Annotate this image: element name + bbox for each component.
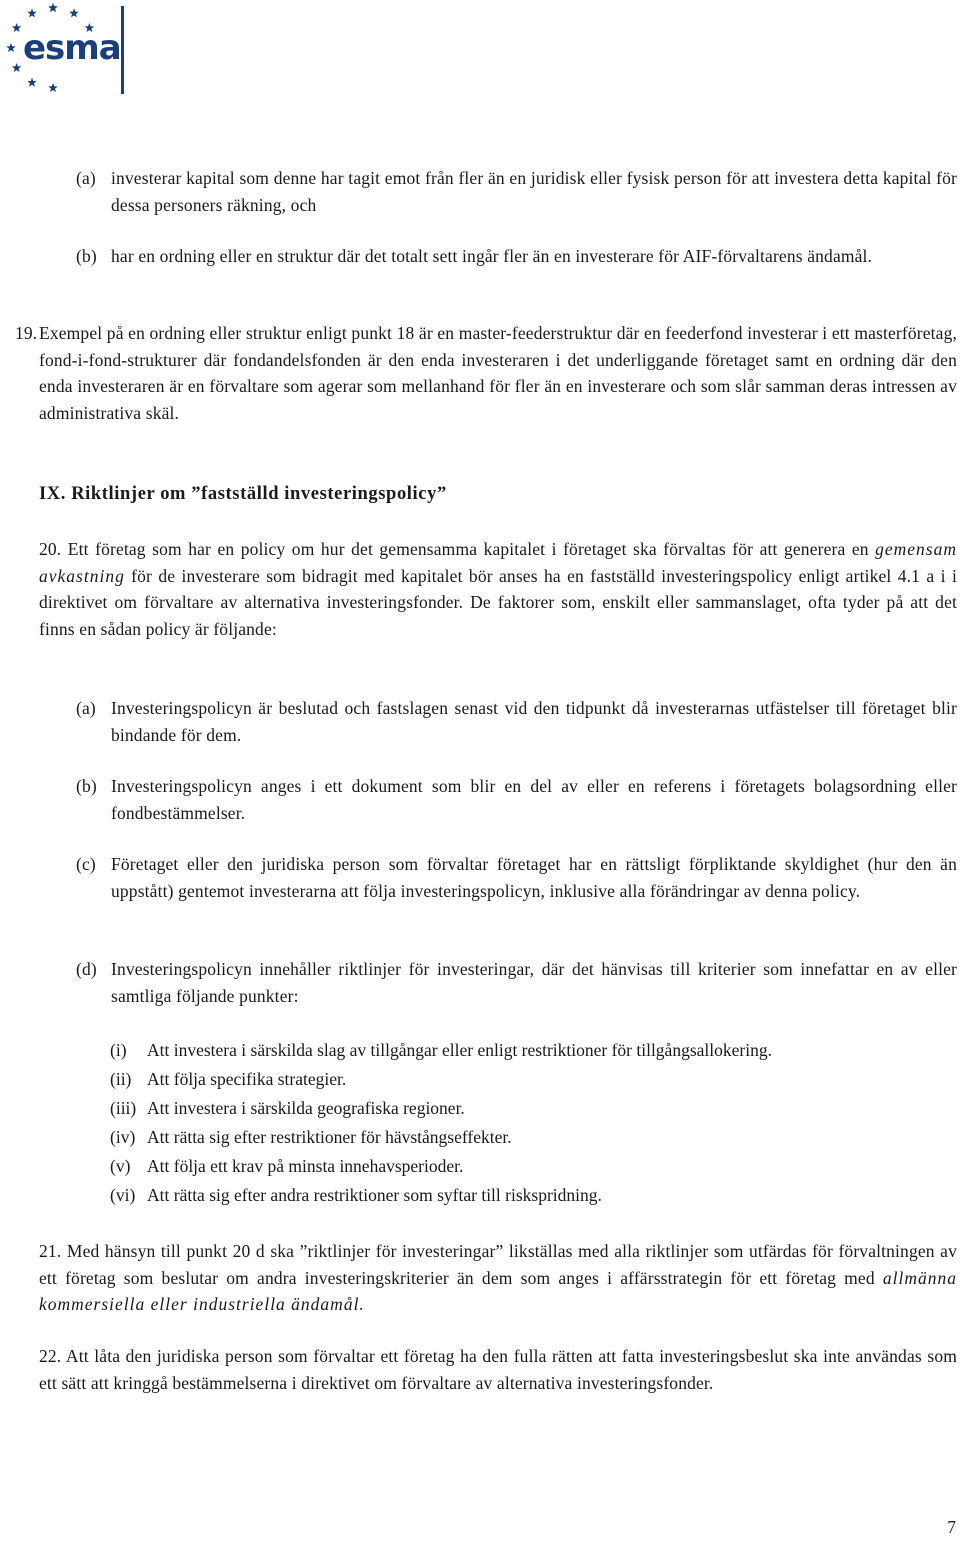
factor-c-label: (c) (76, 854, 96, 874)
factor-a-text: Investeringspolicyn är beslutad och fastslagen senast vid den tidpunkt då investerarnas utfästelser till företaget blir bindande för dem. (111, 698, 957, 745)
subpoint-text: Att rätta sig efter andra restriktioner som syftar till riskspridning. (147, 1185, 602, 1206)
page-number: 7 (947, 1517, 956, 1537)
subpoint-text: Att följa ett krav på minsta innehavsperioder. (147, 1156, 464, 1177)
star-icon (12, 63, 22, 72)
item-a-label: (a) (76, 168, 96, 188)
paragraph-20-text-after: för de investerare som bidragit med kapitalet bör anses ha en fastställd investeringspolicy enligt artikel 4.1 a i i direktivet om förvaltare av alternativa investeringsfonder. De faktorer som, enskilt eller sammanslaget, ofta tyder på att det finns en sådan policy är följande: (39, 565, 957, 639)
star-icon (69, 8, 79, 17)
list-item (110, 1094, 772, 1123)
item-a-text: investerar kapital som denne har tagit emot från fler än en juridisk eller fysisk person för att investera detta kapital för dessa personers räkning, och (111, 168, 957, 215)
paragraph-20-text-before: Ett företag som har en policy om hur det gemensamma kapitalet i företaget ska förvaltas för att generera en (67, 539, 876, 559)
item-b-label: (b) (76, 246, 97, 266)
factor-a-label: (a) (76, 698, 96, 718)
factor-d-label: (d) (76, 959, 97, 979)
logo-divider (121, 6, 124, 94)
star-icon (48, 3, 58, 12)
list-item (110, 1123, 772, 1152)
paragraph-21 (39, 1238, 957, 1318)
paragraph-21-text: Med hänsyn till punkt 20 d ska ”riktlinjer för investeringar” likställas med alla riktlinjer som utfärdas för förvaltningen av ett företag som beslutar om andra investeringskriterier än dem som anges i affärsstrategin för ett företag med (39, 1241, 958, 1288)
star-icon (27, 78, 37, 87)
subpoint-label: (ii) (110, 1069, 132, 1090)
section-heading: IX. Riktlinjer om ”fastställd investeringspolicy” (39, 484, 447, 504)
subpoint-text: Att investera i särskilda geografiska regioner. (147, 1098, 465, 1119)
star-icon (6, 43, 16, 52)
star-icon (12, 23, 22, 32)
factor-c-text: Företaget eller den juridiska person som förvaltar företaget har en rättsligt förpliktande skyldighet (hur den än uppstått) gentemot investerarna att följa investeringspolicyn, inklusive alla förändringar av denna policy. (111, 854, 957, 901)
paragraph-20-number: 20. (39, 539, 62, 559)
star-icon (48, 83, 58, 92)
list-item (110, 1181, 772, 1210)
subpoint-text: Att följa specifika strategier. (147, 1069, 347, 1090)
paragraph-22-text: Att låta den juridiska person som förvaltar ett företag ha den fulla rätten att fatta investeringsbeslut ska inte användas som ett sätt att kringgå bestämmelserna i direktivet om förvaltare av alternativa investeringsfonder. (39, 1346, 957, 1393)
subpoint-text: Att investera i särskilda slag av tillgångar eller enligt restriktioner för tillgångsallokering. (147, 1040, 772, 1060)
factor-b-text: Investeringspolicyn anges i ett dokument som blir en del av eller en referens i företagets bolagsordning eller fondbestämmelser. (111, 776, 957, 823)
esma-logo (0, 0, 140, 100)
paragraph-21-number: 21. (39, 1241, 62, 1261)
subpoint-text: Att rätta sig efter restriktioner för hävstångseffekter. (147, 1127, 512, 1148)
list-item (110, 1065, 772, 1094)
paragraph-19-number: 19. (15, 323, 38, 343)
subpoint-label: (i) (110, 1040, 127, 1060)
paragraph-22-number: 22. (39, 1346, 62, 1366)
logo-text: esma (23, 28, 121, 68)
paragraph-20-emphasis: gemensam avkastning (39, 539, 957, 586)
list-item (110, 1152, 772, 1181)
paragraph-19-text: Exempel på en ordning eller struktur enligt punkt 18 är en master-feederstruktur där en feederfond investerar i ett masterföretag, fond-i-fond-strukturer där fondandelsfonden är den enda investeraren i det underliggande företaget samt en ordning där den enda investeraren är en förvaltare som agerar som mellanhand för fler än en investerare och som slår samman deras intressen av administrativa skäl. (39, 323, 957, 423)
subpoint-label: (iv) (110, 1127, 136, 1148)
factor-d-text: Investeringspolicyn innehåller riktlinjer för investeringar, där det hänvisas till kriterier som innefattar en av eller samtliga följande punkter: (111, 959, 957, 1006)
paragraph-22 (39, 1343, 957, 1396)
paragraph-19 (0, 320, 957, 426)
subpoint-label: (iii) (110, 1098, 137, 1119)
star-icon (27, 8, 37, 17)
paragraph-21-emphasis: allmänna kommersiella eller industriella ändamål. (39, 1267, 957, 1315)
list-item (110, 1036, 772, 1065)
subpoint-label: (v) (110, 1156, 131, 1177)
subpoint-label: (vi) (110, 1185, 136, 1206)
item-b-text: har en ordning eller en struktur där det totalt sett ingår fler än en investerare för AIF-förvaltarens ändamål. (111, 246, 873, 266)
paragraph-20 (39, 536, 957, 642)
subpoint-list (110, 1036, 772, 1211)
factor-b-label: (b) (76, 776, 97, 796)
